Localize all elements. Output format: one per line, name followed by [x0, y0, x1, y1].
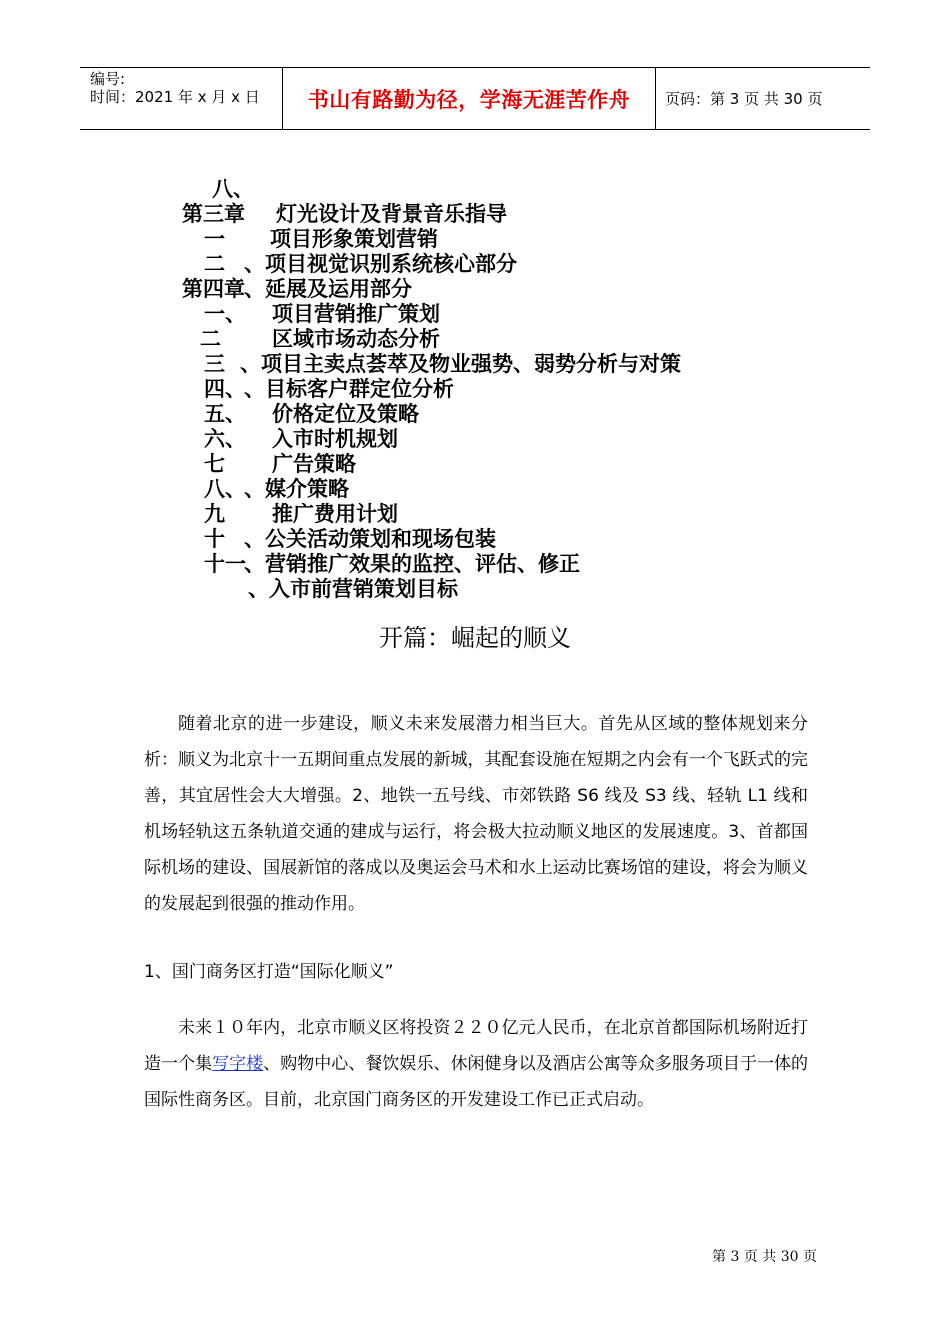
- toc-number: 一、: [204, 302, 246, 326]
- toc-number: 第四章: [182, 277, 245, 301]
- toc-number: 十: [204, 527, 225, 551]
- toc-text: 、公关活动策划和现场包装: [244, 527, 496, 551]
- intro-paragraph: [144, 706, 808, 922]
- toc-number: 六、: [204, 427, 246, 451]
- body-text-after-link: 、购物中心、餐饮娱乐、休闲健身以及酒店公寓等众多服务项目于一体的国际性商务区。目前，北京国门商务区的开发建设工作已正式启动。: [144, 1054, 809, 1110]
- toc-text: 价格定位及策略: [272, 402, 419, 426]
- toc-number: 四、: [204, 377, 246, 401]
- toc-text: 、媒介策略: [244, 477, 349, 501]
- toc-text: 、项目主卖点荟萃及物业强势、弱势分析与对策: [240, 352, 681, 376]
- toc-number: 九: [204, 502, 225, 526]
- number-label: 编号:: [90, 70, 126, 88]
- toc-text: 、入市前营销策划目标: [248, 577, 458, 601]
- toc-text: 项目形象策划营销: [270, 227, 438, 251]
- body-text-before-link: 未来１０年内，北京市顺义区将投资２２０亿元人民币，在北京首都国际机场附近打造一个集: [144, 1018, 808, 1074]
- body-paragraph: [144, 1010, 808, 1118]
- toc-text: 区域市场动态分析: [272, 327, 440, 351]
- toc-number: 第三章: [182, 202, 245, 226]
- toc-number: 七: [204, 452, 225, 476]
- toc-text: 灯光设计及背景音乐指导: [276, 202, 507, 226]
- section-title: 开篇：崛起的顺义: [379, 624, 571, 652]
- motto: 书山有路勤为径，学海无涯苦作舟: [307, 87, 631, 112]
- toc-text: 入市时机规划: [272, 427, 398, 451]
- toc-text: 、延展及运用部分: [244, 277, 412, 301]
- toc-text: 推广费用计划: [272, 502, 398, 526]
- toc-text: 、营销推广效果的监控、评估、修正: [244, 552, 580, 576]
- header-meta-cell: [80, 68, 282, 129]
- toc-number: 八、: [204, 477, 246, 501]
- toc-number: 二: [200, 327, 221, 351]
- office-building-link[interactable]: 写字楼: [212, 1054, 264, 1074]
- time-label: 时间：2021 年 x 月 x 日: [90, 88, 260, 106]
- toc-number: 八、: [212, 177, 254, 201]
- toc-text: 广告策略: [272, 452, 356, 476]
- body-paragraph-text: [144, 1010, 808, 1118]
- toc-text: 、目标客户群定位分析: [244, 377, 454, 401]
- intro-paragraph-text: 随着北京的进一步建设，顺义未来发展潜力相当巨大。首先从区域的整体规划来分析：顺义为北京十一五期间重点发展的新城，其配套设施在短期之内会有一个飞跃式的完善，其宜居性会大大增强。2、地铁一五号线、市郊铁路 S6 线及 S3 线、轻轨 L1 线和机场轻轨这五条轨道交通的建成与运行，将会极大拉动顺义地区的发展速度。3、首都国际机场的建设、国展新馆的落成以及奥运会马术和水上运动比赛场馆的建设，将会为顺义的发展起到很强的推动作用。: [144, 714, 808, 914]
- header-page-cell: [655, 68, 870, 129]
- page-number-label: 页码：第 3 页 共 30 页: [665, 90, 823, 108]
- toc-number: 一: [204, 227, 225, 251]
- toc-text: 、项目视觉识别系统核心部分: [244, 252, 517, 276]
- page-footer: 第 3 页 共 30 页: [712, 1249, 817, 1265]
- toc-number: 二: [204, 252, 225, 276]
- subheading: 1、国门商务区打造“国际化顺义”: [144, 962, 394, 982]
- toc-number: 五、: [204, 402, 246, 426]
- header-motto-cell: [282, 68, 656, 129]
- toc-number: 十一: [204, 552, 246, 576]
- toc-number: 三: [204, 352, 225, 376]
- toc-text: 项目营销推广策划: [272, 302, 440, 326]
- page-header: [80, 67, 870, 130]
